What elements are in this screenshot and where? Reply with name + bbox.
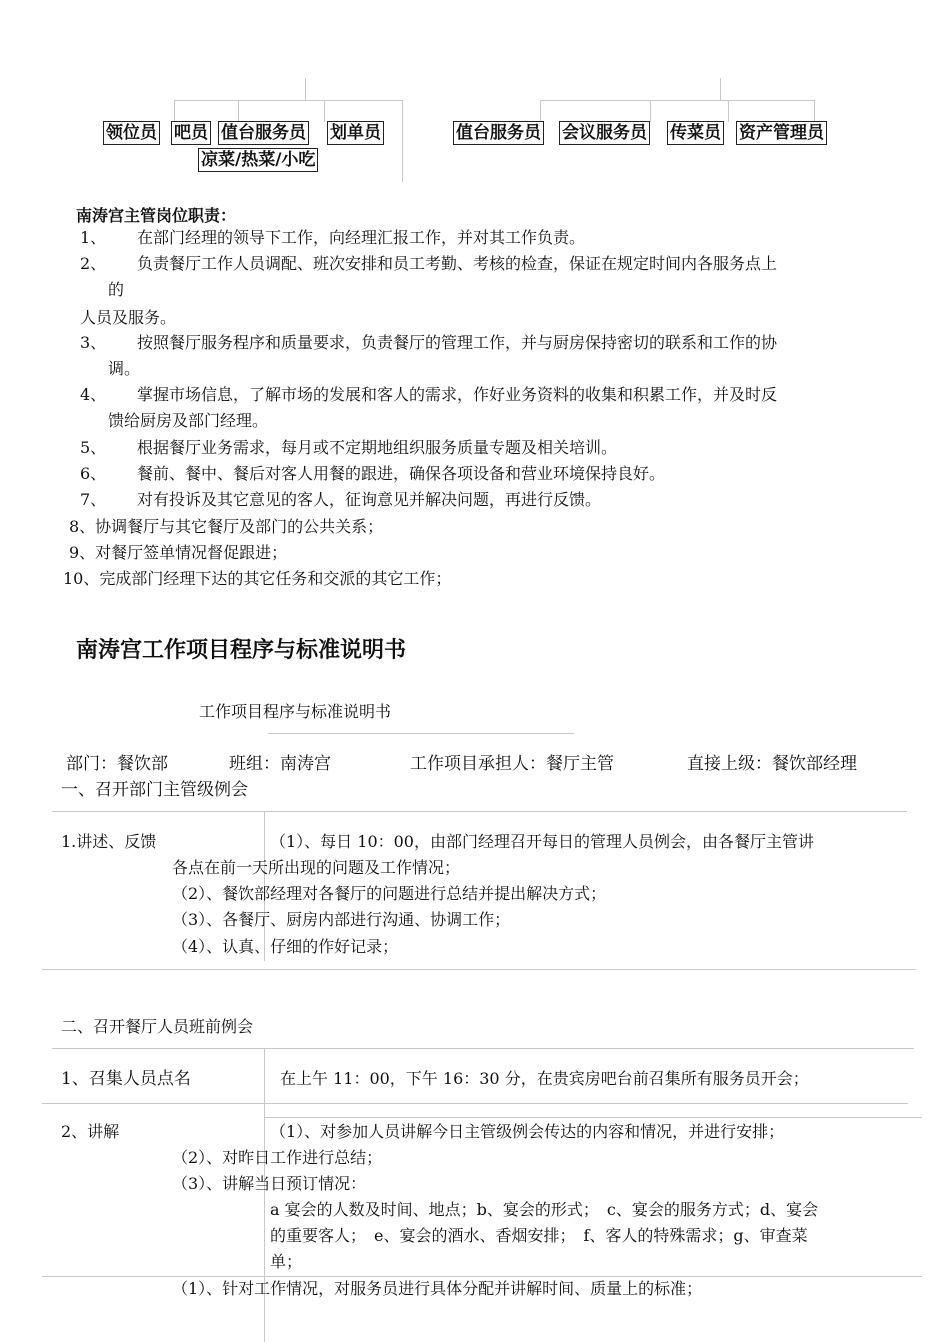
section1-line: （4）、认真、仔细的作好记录； xyxy=(172,937,399,956)
duty-text: 根据餐厅业务需求，每月或不定期地组织服务质量专题及相关培训。 xyxy=(137,438,618,457)
section1-line: （3）、各餐厅、厨房内部进行沟通、协调工作； xyxy=(172,910,511,929)
org-box: 划单员 xyxy=(327,121,384,145)
org-box: 会议服务员 xyxy=(559,121,650,145)
duty-text: 8、协调餐厅与其它餐厅及部门的公共关系； xyxy=(69,517,384,536)
duty-text: 餐前、餐中、餐后对客人用餐的跟进，确保各项设备和营业环境保持良好。 xyxy=(137,464,666,483)
duty-text-cont: 的 xyxy=(108,280,125,299)
org-connector xyxy=(305,78,306,100)
table-border xyxy=(264,1117,922,1118)
table-border xyxy=(52,1048,914,1049)
duty-number: 4、 xyxy=(80,385,107,404)
section2-row2-label: 2、讲解 xyxy=(61,1122,120,1141)
duty-text: 人员及服务。 xyxy=(80,308,177,327)
section2-line: （1）、对参加人员讲解今日主管级例会传达的内容和情况，并进行安排； xyxy=(270,1122,785,1141)
section2-line: （3）、讲解当日预订情况： xyxy=(172,1174,367,1193)
section2-heading: 二、召开餐厅人员班前例会 xyxy=(61,1017,254,1036)
table-border xyxy=(42,1103,908,1104)
duty-text: 对有投诉及其它意见的客人，征询意见并解决问题，再进行反馈。 xyxy=(137,490,602,509)
org-box: 传菜员 xyxy=(667,121,724,145)
org-box: 资产管理员 xyxy=(736,121,827,145)
duty-text-cont: 调。 xyxy=(108,359,141,378)
section2-line: （2）、对昨日工作进行总结； xyxy=(172,1148,383,1167)
spec-sub-title: 工作项目程序与标准说明书 xyxy=(199,702,392,721)
duty-text: 负责餐厅工作人员调配、班次安排和员工考勤、考核的检查，保证在规定时间内各服务点上 xyxy=(137,254,778,273)
duty-number: 2、 xyxy=(80,254,107,273)
duty-text: 按照餐厅服务程序和质量要求，负责餐厅的管理工作，并与厨房保持密切的联系和工作的协 xyxy=(137,333,778,352)
section2-line: 单； xyxy=(270,1252,303,1271)
org-box: 凉菜/热菜/小吃 xyxy=(198,148,318,172)
section2-line: （1）、针对工作情况，对服务员进行具体分配并讲解时间、质量上的标准； xyxy=(172,1279,703,1298)
section2-line: a 宴会的人数及时间、地点；b、宴会的形式； c、宴会的服务方式；d、宴会 xyxy=(270,1200,819,1219)
table-border xyxy=(42,969,916,970)
org-connector xyxy=(540,100,541,122)
org-box: 值台服务员 xyxy=(453,121,544,145)
duty-text: 在部门经理的领导下工作，向经理汇报工作，并对其工作负责。 xyxy=(137,228,586,247)
org-box: 领位员 xyxy=(103,121,160,145)
org-box: 吧员 xyxy=(171,121,211,145)
org-connector xyxy=(238,100,239,122)
section1-row-label: 1.讲述、反馈 xyxy=(61,832,157,851)
org-connector xyxy=(650,100,651,122)
section2-row1-label: 1、召集人员点名 xyxy=(61,1069,191,1089)
org-connector xyxy=(174,100,175,122)
divider xyxy=(268,733,574,734)
section1-line: 各点在前一天所出现的问题及工作情况； xyxy=(172,858,461,877)
org-connector xyxy=(814,100,815,122)
duty-number: 1、 xyxy=(80,228,107,247)
org-box: 值台服务员 xyxy=(218,121,309,145)
duty-text: 9、对餐厅签单情况督促跟进； xyxy=(69,543,288,562)
section1-heading: 一、召开部门主管级例会 xyxy=(61,780,248,800)
spec-main-title: 南涛宫工作项目程序与标准说明书 xyxy=(76,637,407,663)
duty-number: 7、 xyxy=(80,490,107,509)
org-connector xyxy=(174,100,403,101)
duties-heading: 南涛宫主管岗位职责： xyxy=(76,206,237,225)
duty-text-cont: 馈给厨房及部门经理。 xyxy=(108,411,269,430)
org-connector xyxy=(728,100,729,122)
duty-text: 掌握市场信息，了解市场的发展和客人的需求，作好业务资料的收集和积累工作，并及时反 xyxy=(137,385,778,404)
duty-number: 6、 xyxy=(80,464,107,483)
superior-field: 直接上级：餐饮部经理 xyxy=(687,754,857,774)
duty-number: 5、 xyxy=(80,438,107,457)
table-border xyxy=(52,811,907,812)
org-connector xyxy=(402,100,403,182)
duty-text: 10、完成部门经理下达的其它任务和交派的其它工作； xyxy=(63,569,452,588)
dept-field: 部门：餐饮部 xyxy=(66,754,168,774)
section1-line: （1）、每日 10：00，由部门经理召开每日的管理人员例会，由各餐厅主管讲 xyxy=(270,832,814,851)
org-connector xyxy=(720,78,721,100)
section2-row1-text: 在上午 11：00，下午 16：30 分，在贵宾房吧台前召集所有服务员开会； xyxy=(280,1069,809,1088)
section1-line: （2）、餐饮部经理对各餐厅的问题进行总结并提出解决方式； xyxy=(172,884,607,903)
team-field: 班组：南涛宫 xyxy=(229,754,331,774)
org-connector xyxy=(540,100,815,101)
section2-line: 的重要客人； e、宴会的酒水、香烟安排； f、客人的特殊需求；g、审查菜 xyxy=(270,1226,808,1245)
duty-number: 3、 xyxy=(80,333,107,352)
org-connector xyxy=(324,100,325,122)
owner-field: 工作项目承担人：餐厅主管 xyxy=(410,754,614,774)
